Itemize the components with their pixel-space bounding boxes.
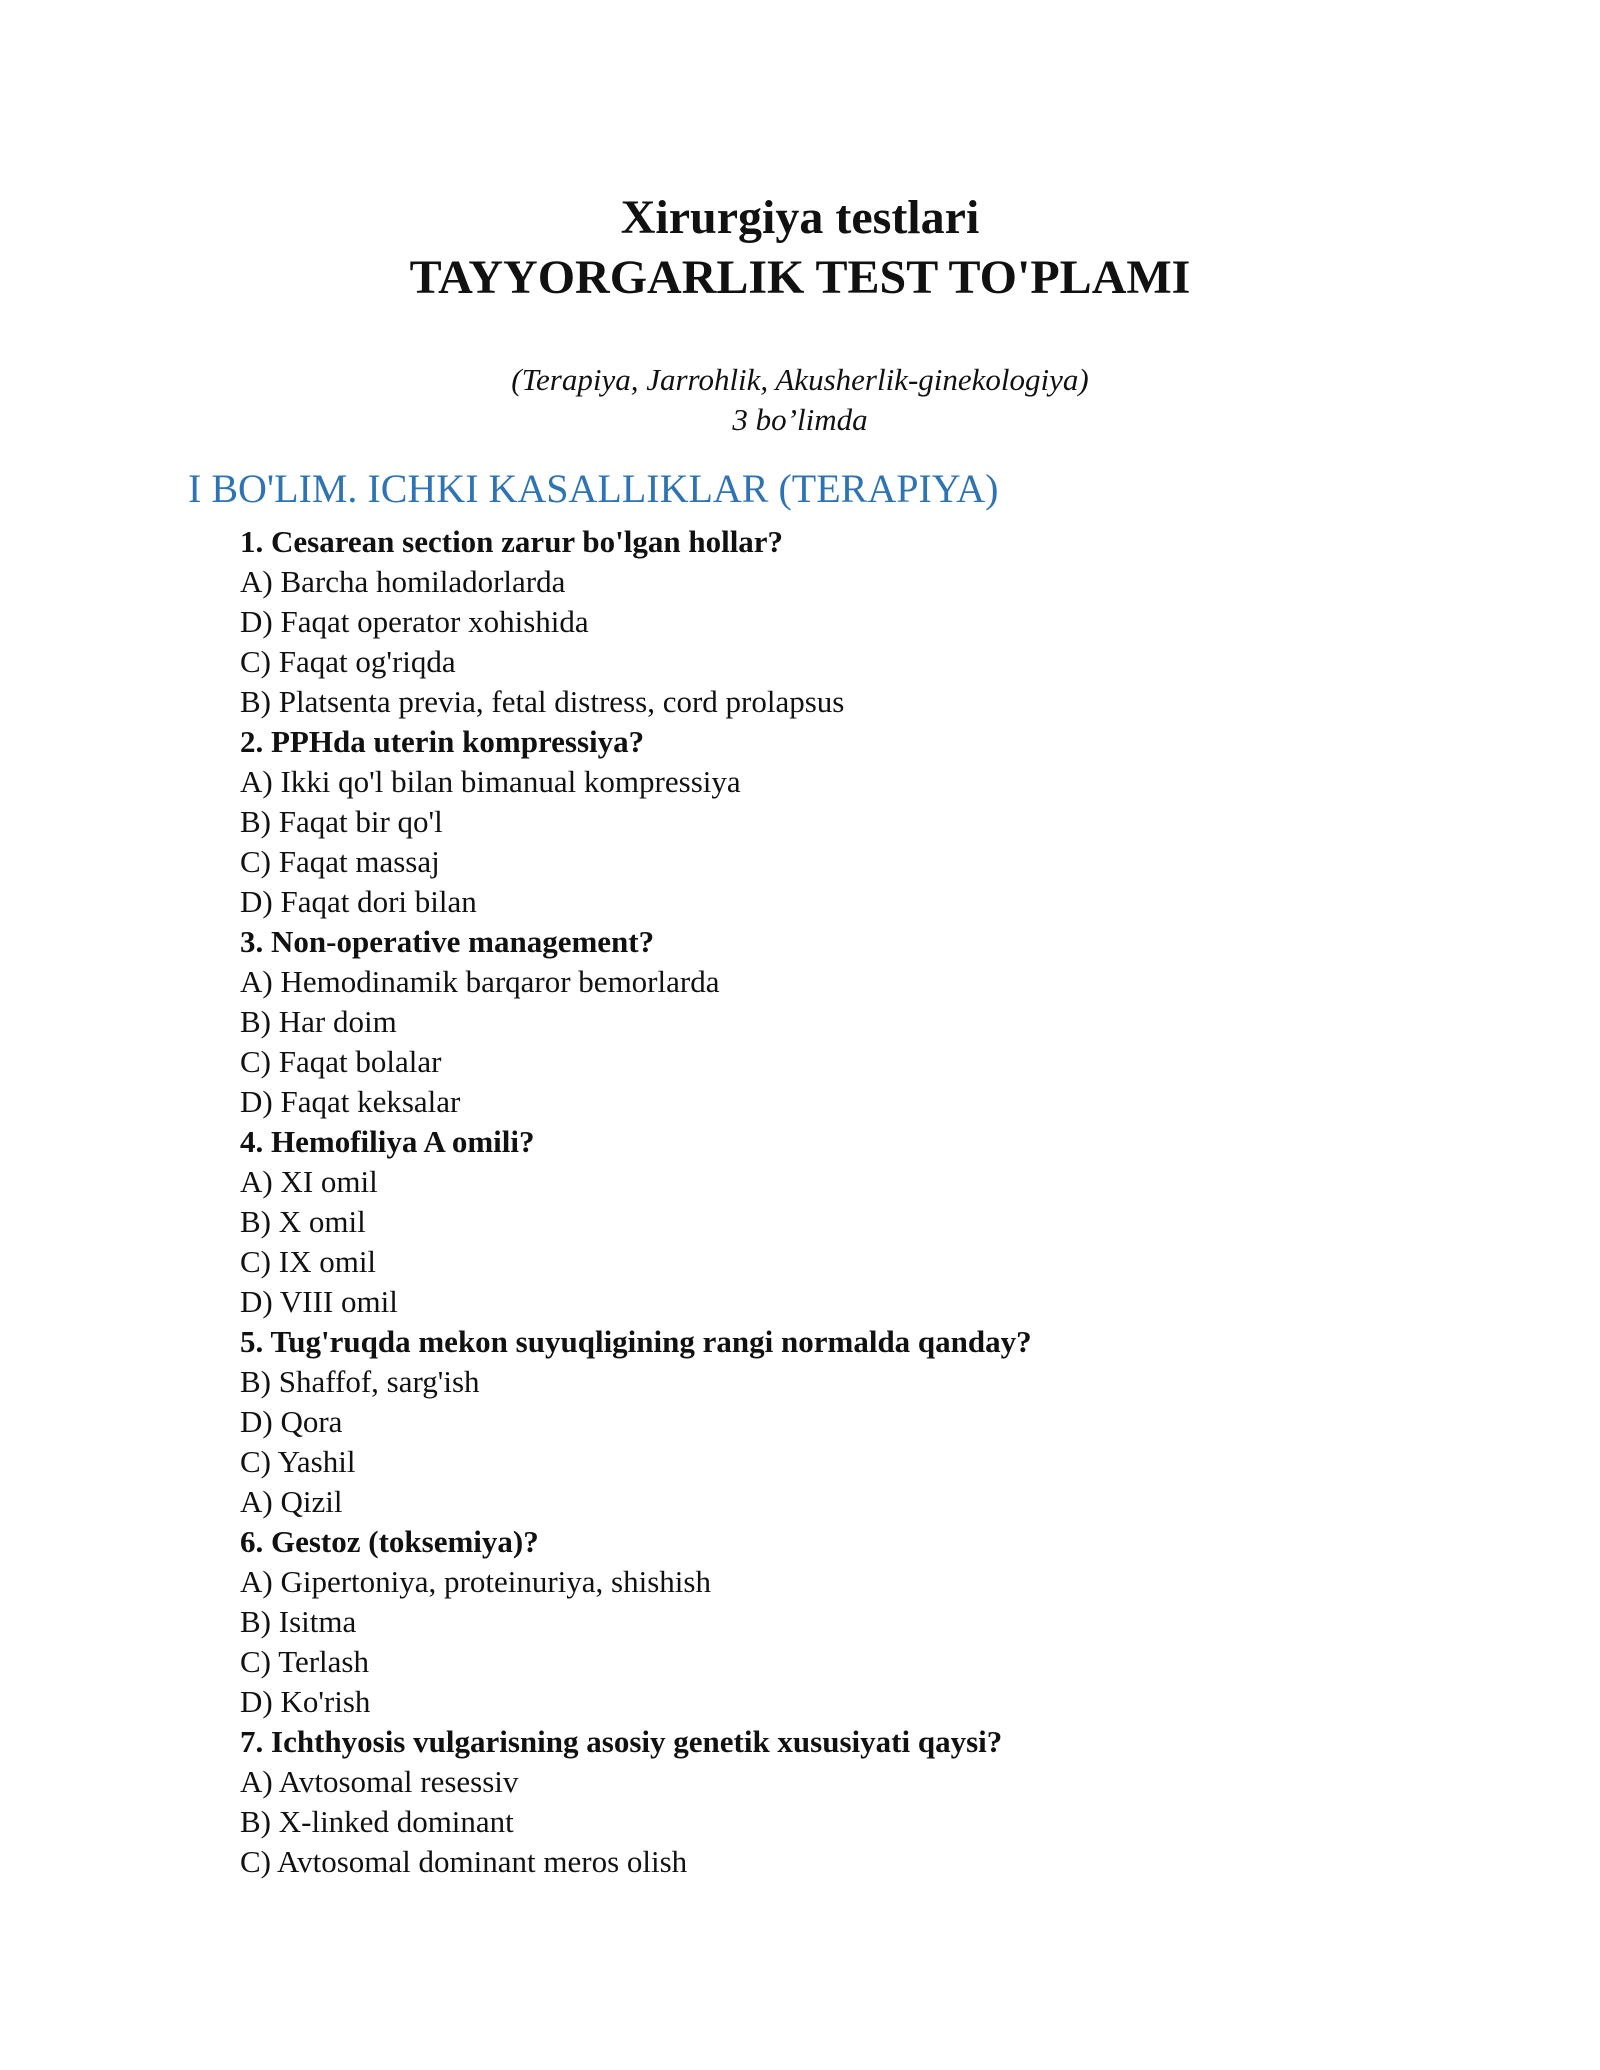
question-text: 1. Cesarean section zarur bo'lgan hollar? xyxy=(240,524,784,559)
answer-options xyxy=(240,1162,1480,1322)
answer-option: D) Faqat operator xohishida xyxy=(240,604,589,639)
document-subtitle: (Terapiya, Jarrohlik, Akusherlik-ginekologiya) xyxy=(511,362,1089,397)
answer-option: A) Gipertoniya, proteinuriya, shishish xyxy=(240,1564,711,1599)
question-list xyxy=(240,522,1480,1882)
answer-option: B) X omil xyxy=(240,1204,366,1239)
section-heading: I BO'LIM. ICHKI KASALLIKLAR (TERAPIYA) xyxy=(188,466,999,511)
answer-option: D) Faqat keksalar xyxy=(240,1084,461,1119)
question-text: 5. Tug'ruqda mekon suyuqligining rangi normalda qanday? xyxy=(240,1324,1032,1359)
question-item xyxy=(240,1722,1480,1882)
answer-option: D) Qora xyxy=(240,1404,343,1439)
document-title-secondary: TAYYORGARLIK TEST TO'PLAMI xyxy=(409,251,1191,304)
answer-option: C) IX omil xyxy=(240,1244,377,1279)
answer-option: B) Platsenta previa, fetal distress, cord prolapsus xyxy=(240,684,845,719)
answer-option: B) Faqat bir qo'l xyxy=(240,804,443,839)
answer-option: B) Shaffof, sarg'ish xyxy=(240,1364,480,1399)
answer-option: A) Avtosomal resessiv xyxy=(240,1764,519,1799)
question-item xyxy=(240,1322,1480,1522)
question-item xyxy=(240,1122,1480,1322)
document-subtitle-parts: 3 bo’limda xyxy=(732,402,868,437)
question-item xyxy=(240,722,1480,922)
question-item xyxy=(240,922,1480,1122)
question-text: 3. Non-operative management? xyxy=(240,924,655,959)
answer-option: B) Har doim xyxy=(240,1004,397,1039)
answer-option: A) Ikki qo'l bilan bimanual kompressiya xyxy=(240,764,741,799)
answer-option: A) Hemodinamik barqaror bemorlarda xyxy=(240,964,720,999)
answer-option: A) XI omil xyxy=(240,1164,378,1199)
answer-option: D) VIII omil xyxy=(240,1284,398,1319)
question-text: 7. Ichthyosis vulgarisning asosiy genetik xususiyati qaysi? xyxy=(240,1724,1003,1759)
answer-options xyxy=(240,1762,1480,1882)
answer-option: B) Isitma xyxy=(240,1604,357,1639)
question-item xyxy=(240,522,1480,722)
title-block xyxy=(0,188,1600,308)
question-text: 2. PPHda uterin kompressiya? xyxy=(240,724,645,759)
answer-option: A) Barcha homiladorlarda xyxy=(240,564,566,599)
document-title: Xirurgiya testlari xyxy=(620,191,980,244)
answer-option: C) Faqat massaj xyxy=(240,844,440,879)
answer-option: A) Qizil xyxy=(240,1484,343,1519)
question-text: 6. Gestoz (toksemiya)? xyxy=(240,1524,539,1559)
answer-option: D) Ko'rish xyxy=(240,1684,371,1719)
answer-option: C) Faqat og'riqda xyxy=(240,644,456,679)
question-text: 4. Hemofiliya A omili? xyxy=(240,1124,535,1159)
answer-option: C) Terlash xyxy=(240,1644,369,1679)
answer-options xyxy=(240,562,1480,722)
answer-option: D) Faqat dori bilan xyxy=(240,884,477,919)
answer-options xyxy=(240,962,1480,1122)
answer-option: C) Faqat bolalar xyxy=(240,1044,442,1079)
answer-option: C) Yashil xyxy=(240,1444,356,1479)
question-item xyxy=(240,1522,1480,1722)
answer-options xyxy=(240,762,1480,922)
subtitle-block xyxy=(0,360,1600,440)
answer-option: B) X-linked dominant xyxy=(240,1804,514,1839)
answer-option: C) Avtosomal dominant meros olish xyxy=(240,1844,688,1879)
answer-options xyxy=(240,1362,1480,1522)
answer-options xyxy=(240,1562,1480,1722)
